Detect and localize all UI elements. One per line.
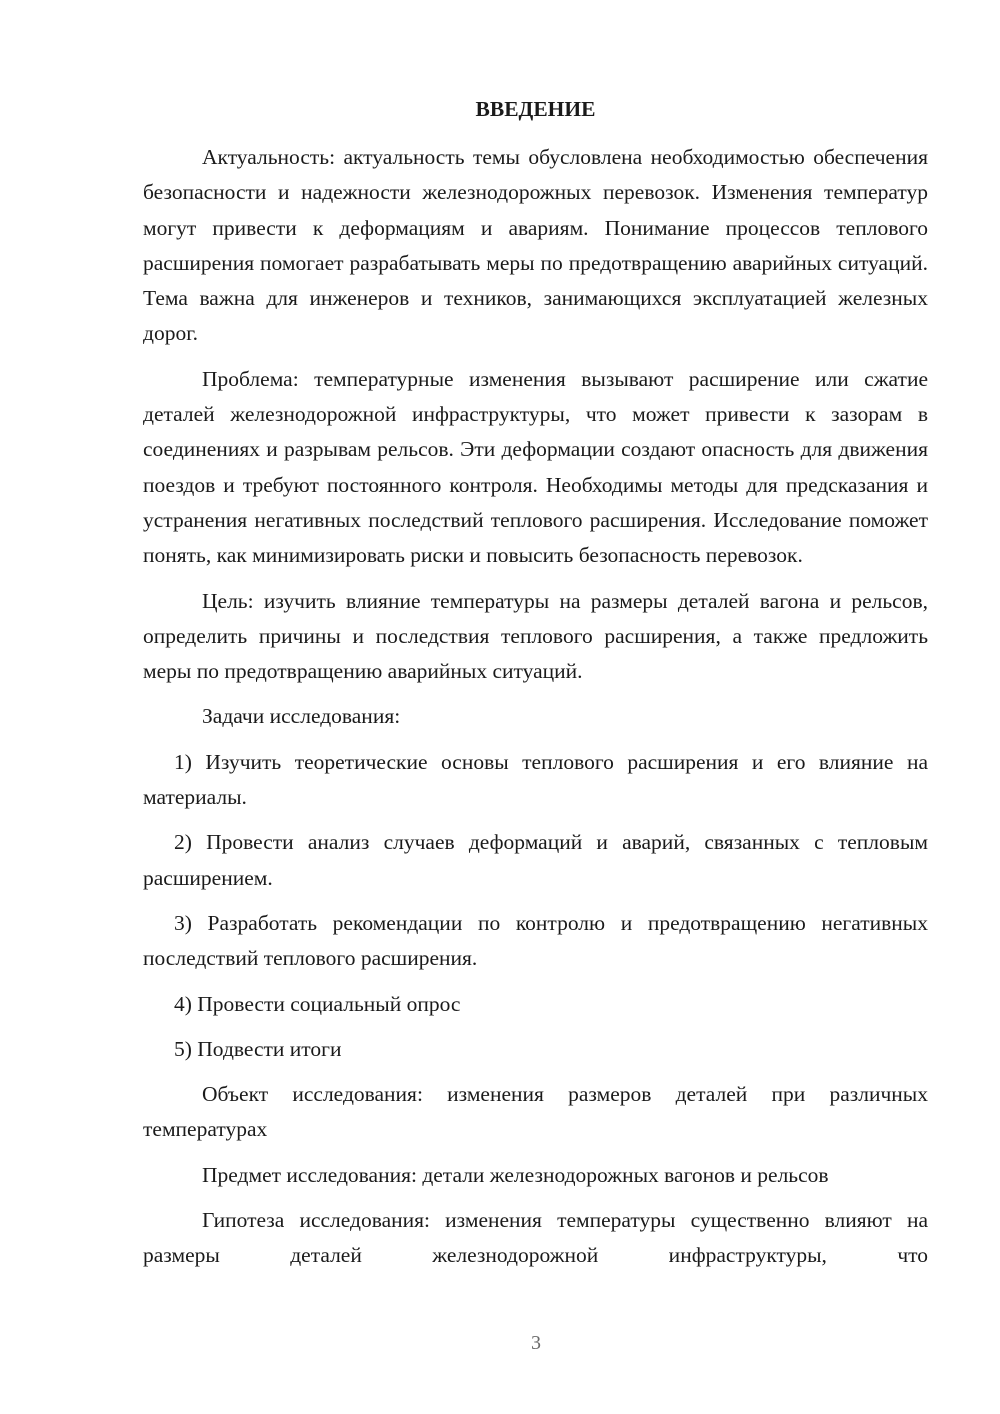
page-title: ВВЕДЕНИЕ [475, 97, 596, 121]
object-paragraph: Объект исследования: изменения размеров деталей при различных температурах [143, 1082, 928, 1142]
task-item-1: 1) Изучить теоретические основы теплового расширения и его влияние на материалы. [143, 749, 928, 810]
hypothesis-paragraph: Гипотеза исследования: изменения температуры существенно влияют на размеры деталей железнодорожной инфраструктуры, что [143, 1208, 928, 1268]
task-item-5: 5) Подвести итоги [174, 1036, 342, 1061]
task-item-2: 2) Провести анализ случаев деформаций и аварий, связанных с тепловым расширением. [143, 830, 928, 890]
subject-paragraph: Предмет исследования: детали железнодорожных вагонов и рельсов [202, 1162, 829, 1187]
document-body [143, 92, 928, 1284]
tasks-title: Задачи исследования: [202, 704, 401, 729]
relevance-paragraph: Актуальность: актуальность темы обусловлена необходимостью обеспечения безопасности и надежности железнодорожных перевозок. Изменения температур могут привести к деформациям и авариям. Понимание процессов теплового расширения помогает разрабатывать меры по предотвращению аварийных ситуаций. Тема важна для инженеров и техников, занимающихся эксплуатацией железных дорог. [143, 145, 928, 346]
task-item-4: 4) Провести социальный опрос [174, 991, 461, 1016]
problem-paragraph: Проблема: температурные изменения вызывают расширение или сжатие деталей железнодорожной инфраструктуры, что может привести к зазорам в соединениях и разрывам рельсов. Эти деформации создают опасность для движения поездов и требуют постоянного контроля. Необходимы методы для предсказания и устранения негативных последствий теплового расширения. Исследование поможет понять, как минимизировать риски и повысить безопасность перевозок. [143, 366, 928, 568]
goal-paragraph: Цель: изучить влияние температуры на размеры деталей вагона и рельсов, определить причины и последствия теплового расширения, а также предложить меры по предотвращению аварийных ситуаций. [143, 588, 928, 684]
page-number: 3 [531, 1332, 541, 1354]
task-item-3: 3) Разработать рекомендации по контролю и предотвращению негативных последствий теплового расширения. [143, 910, 928, 971]
